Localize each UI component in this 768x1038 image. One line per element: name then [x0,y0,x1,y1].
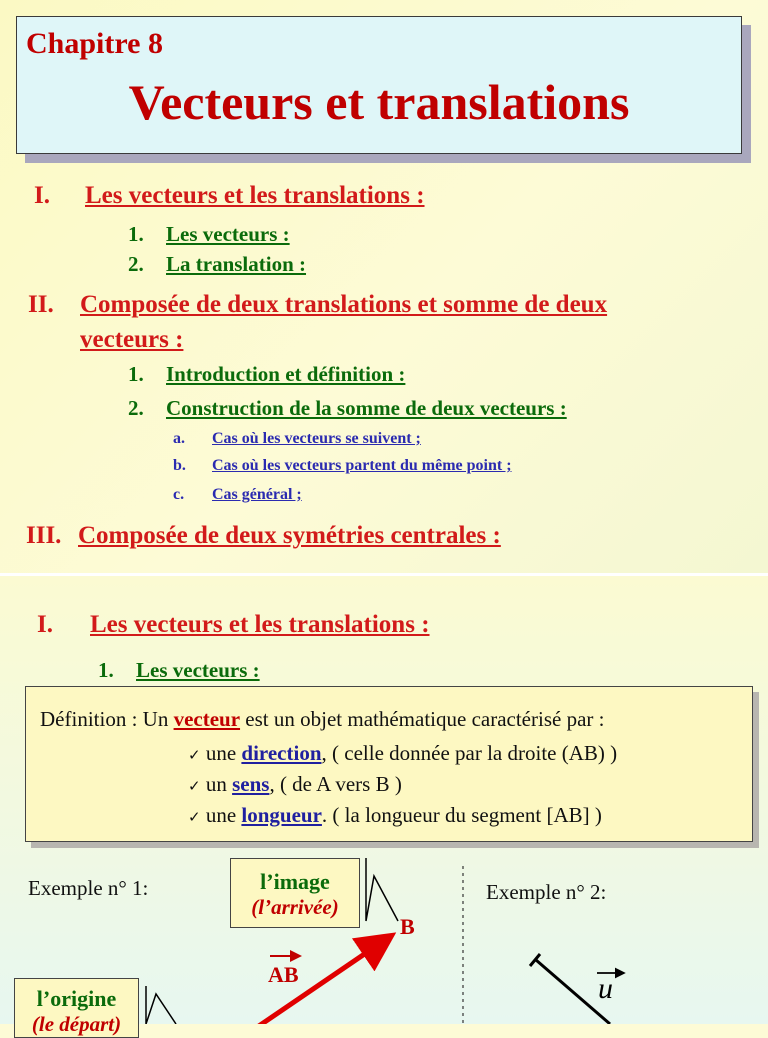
vector-u-start-tick [530,954,540,966]
outline-s1-num: I. [34,182,50,209]
check-icon: ✓ [188,748,201,764]
check-icon: ✓ [188,810,201,826]
outline-s2-2c-num: c. [173,486,185,503]
section-heading-num: I. [37,611,53,638]
title-box [16,16,742,154]
vector-ab-label: AB [268,962,299,987]
outline-s1-1-num: 1. [128,222,144,246]
image-sublabel: (l’arrivée) [251,895,339,919]
outline-s1-text[interactable]: Les vecteurs et les translations : [85,182,425,209]
outline-s2-line1[interactable]: Composée de deux translations et somme de deux [80,291,608,318]
outline-s1-2-text[interactable]: La translation : [166,252,307,276]
image-label: l’image [260,869,330,894]
outline-s2-2a-text[interactable]: Cas où les vecteurs se suivent ; [212,430,421,447]
outline-s2-2a-num: a. [173,430,185,447]
outline-s2-1-num: 1. [128,362,144,386]
definition-line: Définition : Un vecteur est un objet mathématique caractérisé par : [40,707,605,731]
image-pointer [366,858,398,921]
outline-s2-2b-num: b. [173,457,186,474]
outline-s2-2-num: 2. [128,396,144,420]
outline-s2-2c-text[interactable]: Cas général ; [212,486,302,503]
chapter-title: Vecteurs et translations [128,74,630,130]
definition-item-sens: ✓ un sens, ( de A vers B ) [188,772,402,796]
outline-s3-num: III. [26,522,62,549]
outline-s3-text[interactable]: Composée de deux symétries centrales : [78,522,501,549]
origin-label: l’origine [36,986,117,1011]
vector-u-label: u [598,972,613,1005]
outline-s1-2-num: 2. [128,252,144,276]
keyword-direction: direction [241,741,322,765]
origin-pointer [146,986,176,1024]
definition-item-direction: ✓ une direction, ( celle donnée par la droite (AB) ) [188,741,618,765]
outline-s2-1-text[interactable]: Introduction et définition : [166,362,406,386]
outline-s2-2b-text[interactable]: Cas où les vecteurs partent du même point ; [212,457,512,474]
subsection-title: Les vecteurs : [136,658,260,682]
point-b-label: B [400,914,415,939]
check-icon: ✓ [188,779,201,795]
vector-figure [0,576,768,1024]
outline-s2-num: II. [28,291,54,318]
example-2-label: Exemple n° 2: [486,880,607,904]
origin-sublabel: (le départ) [31,1012,122,1036]
definition-item-longueur: ✓ une longueur. ( la longueur du segment [AB] ) [188,803,602,827]
section-heading: Les vecteurs et les translations : [90,611,430,638]
outline-s2-line2[interactable]: vecteurs : [80,326,184,353]
keyword-vecteur: vecteur [173,707,241,731]
example-1-label: Exemple n° 1: [28,876,149,900]
subsection-num: 1. [98,658,114,682]
keyword-sens: sens [232,772,270,796]
keyword-longueur: longueur [241,803,322,827]
outline-s2-2-text[interactable]: Construction de la somme de deux vecteurs : [166,396,567,420]
chapter-label: Chapitre 8 [26,27,163,60]
outline-s1-1-text[interactable]: Les vecteurs : [166,222,290,246]
